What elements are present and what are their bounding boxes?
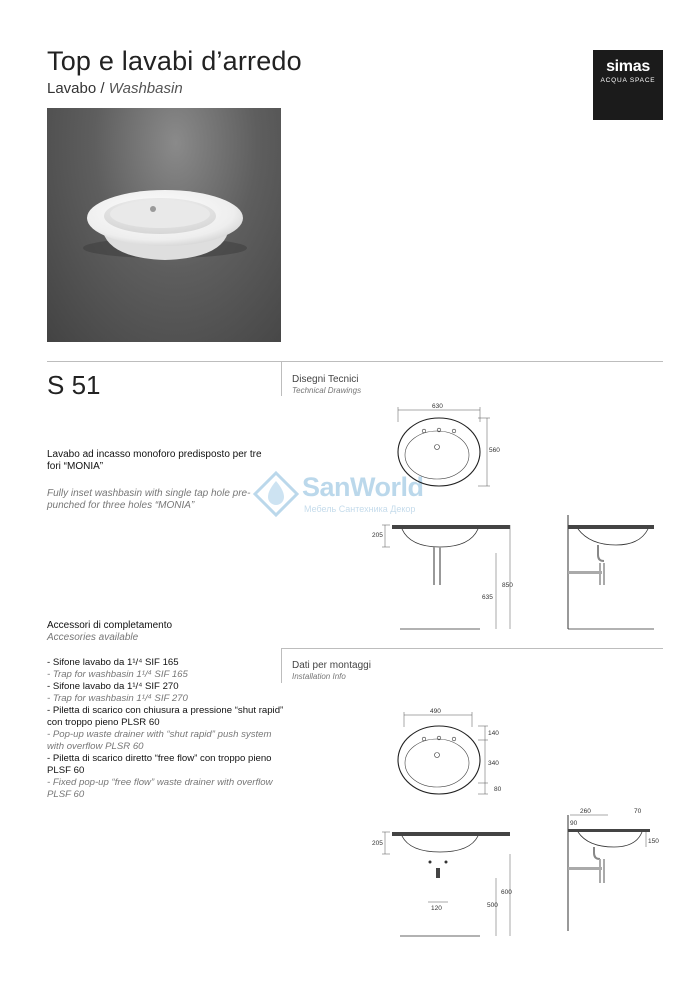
installation-divider	[281, 648, 663, 649]
accessories-heading	[47, 620, 172, 643]
dim-install-height: 205	[372, 840, 383, 847]
dim-d3: 80	[494, 786, 502, 793]
logo-brand: simas	[606, 58, 650, 75]
list-item	[47, 705, 287, 753]
subtitle-en: Washbasin	[108, 80, 183, 97]
accessory-it: - Piletta di scarico diretto “free flow” con troppo pieno PLSF 60	[47, 753, 272, 776]
page-title: Top e lavabi d’arredo	[47, 46, 302, 76]
dim-side2: 90	[570, 820, 578, 827]
dim-d4: 600	[501, 889, 512, 896]
page-subtitle	[47, 80, 183, 97]
dim-d1: 140	[488, 730, 499, 737]
dim-side1: 260	[580, 808, 591, 815]
installation-side-view	[558, 805, 658, 935]
side-view-drawing	[560, 515, 660, 635]
accessories-heading-en: Accesories available	[47, 632, 139, 643]
sanworld-logo-icon	[252, 470, 300, 518]
front-view-drawing	[370, 515, 530, 635]
dim-cutout-width: 490	[430, 708, 441, 715]
dim-d2: 340	[488, 760, 499, 767]
subtitle-it: Lavabo	[47, 80, 97, 97]
installation-heading	[292, 660, 371, 681]
product-description-it: Lavabo ad incasso monoforo predisposto per tre fori “MONIA”	[47, 449, 262, 472]
list-item	[47, 681, 287, 705]
washbasin-illustration	[47, 108, 281, 342]
installation-top-view	[390, 705, 510, 805]
product-description-en: Fully inset washbasin with single tap hole pre-punched for three holes “MONIA”	[47, 488, 251, 511]
accessory-en: - Pop-up waste drainer with “shut rapid” push system with overflow PLSR 60	[47, 729, 272, 752]
accessory-it: - Sifone lavabo da 1¹/⁴ SIF 270	[47, 681, 179, 692]
installation-heading-en: Installation Info	[292, 672, 346, 681]
dim-floor: 635	[482, 594, 493, 601]
list-item	[47, 657, 287, 681]
dim-depth: 560	[489, 447, 500, 454]
installation-front-view	[370, 822, 530, 942]
technical-drawings-heading	[292, 374, 361, 395]
accessory-en: - Fixed pop-up “free flow” waste drainer with overflow PLSF 60	[47, 777, 273, 800]
dim-width: 630	[432, 403, 443, 410]
list-item	[47, 753, 287, 801]
top-view-drawing	[390, 400, 510, 500]
watermark-tagline: Мебель Сантехника Декор	[304, 504, 416, 514]
dim-side3: 70	[634, 808, 642, 815]
dim-height: 205	[372, 532, 383, 539]
accessory-en: - Trap for washbasin 1¹/⁴ SIF 270	[47, 693, 188, 704]
accessory-it: - Piletta di scarico con chiusura a pressione “shut rapid” con troppo pieno PLSR 60	[47, 705, 284, 728]
dim-total: 850	[502, 582, 513, 589]
simas-logo	[593, 50, 663, 120]
section-divider	[47, 361, 663, 362]
accessory-it: - Sifone lavabo da 1¹/⁴ SIF 165	[47, 657, 179, 668]
technical-drawings-heading-it: Disegni Tecnici	[292, 374, 359, 385]
product-code: S 51	[47, 370, 101, 400]
subtitle-separator: /	[100, 80, 105, 97]
drawings-vline	[281, 362, 282, 396]
accessory-en: - Trap for washbasin 1¹/⁴ SIF 165	[47, 669, 188, 680]
accessories-heading-it: Accessori di completamento	[47, 620, 173, 631]
technical-drawings-heading-en: Technical Drawings	[292, 386, 362, 395]
installation-heading-it: Dati per montaggi	[292, 660, 371, 671]
watermark-brand: SanWorld	[302, 472, 424, 502]
dim-drain: 120	[431, 905, 442, 912]
product-photo	[47, 108, 281, 342]
dim-d5: 500	[487, 902, 498, 909]
dim-side4: 150	[648, 838, 659, 845]
logo-tagline: ACQUA SPACE	[600, 77, 656, 84]
accessories-list	[47, 657, 287, 801]
